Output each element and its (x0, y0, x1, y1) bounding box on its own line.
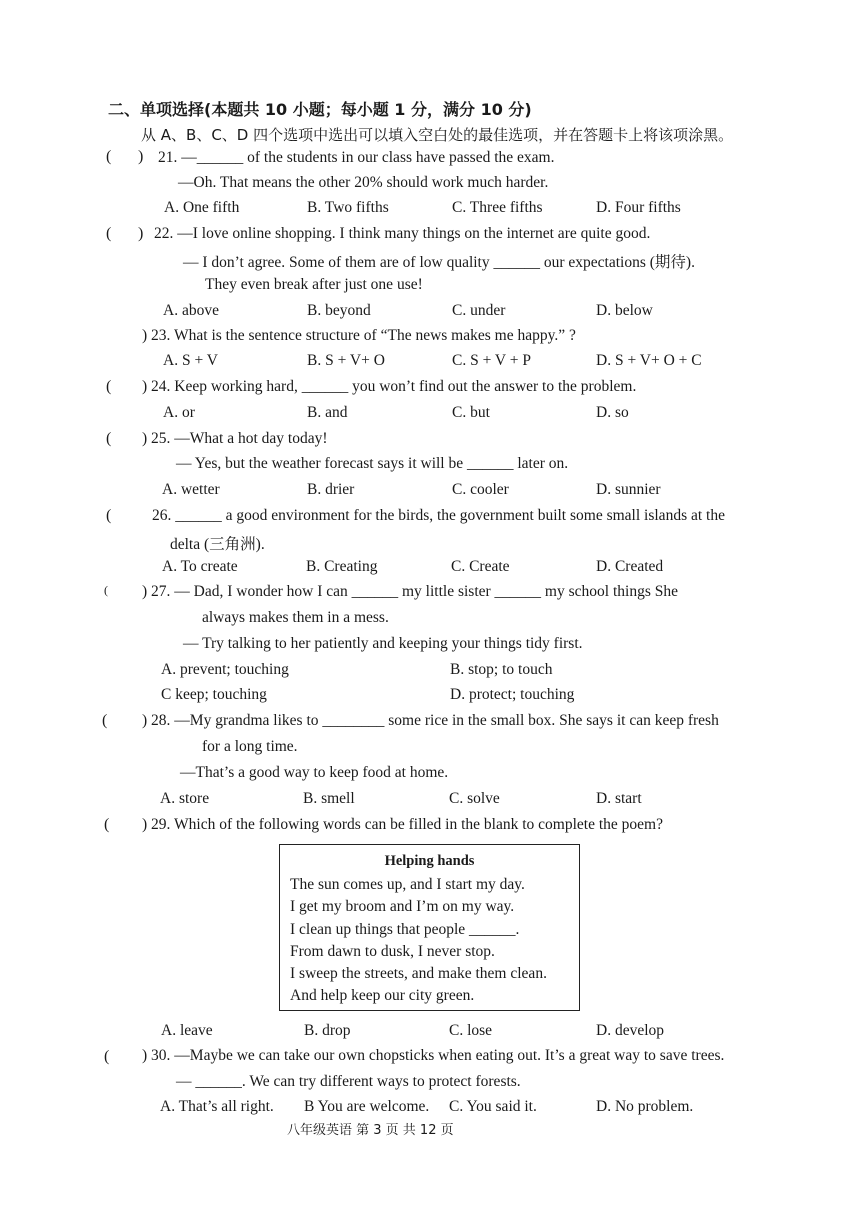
question-28-reply: —That’s a good way to keep food at home. (180, 764, 449, 781)
option-b: B. drop (304, 1022, 351, 1039)
option-d: D. Four fifths (596, 199, 681, 216)
option-a: A. To create (162, 558, 238, 575)
option-d: D. develop (596, 1022, 665, 1039)
option-b: B. Two fifths (307, 199, 389, 216)
answer-paren: ) (138, 225, 144, 242)
answer-paren: ( (104, 816, 110, 833)
question-23-stem: ) 23. What is the sentence structure of “The news makes me happy.” ? (142, 327, 576, 344)
option-c: C. You said it. (449, 1098, 537, 1115)
option-c: C. lose (449, 1022, 493, 1039)
option-d: D. so (596, 404, 629, 421)
question-29-stem: ) 29. Which of the following words can be filled in the blank to complete the poem? (142, 816, 663, 833)
question-22-stem: 22. —I love online shopping. I think many things on the internet are quite good. (154, 225, 651, 242)
question-28-stem: ) 28. —My grandma likes to ________ some rice in the small box. She says it can keep fresh (142, 712, 719, 729)
poem-line: I sweep the streets, and make them clean. (290, 965, 547, 982)
option-c: C. under (452, 302, 506, 319)
question-26-stem: 26. ______ a good environment for the birds, the government built some small islands at the (152, 507, 725, 524)
question-30-reply: — ______. We can try different ways to protect forests. (176, 1073, 521, 1090)
option-d: D. below (596, 302, 653, 319)
option-c: C keep; touching (161, 686, 267, 703)
option-d: D. start (596, 790, 642, 807)
option-a: A. wetter (162, 481, 220, 498)
answer-paren: ( (106, 430, 112, 447)
question-27-reply: — Try talking to her patiently and keeping your things tidy first. (183, 635, 583, 652)
option-b: B. beyond (307, 302, 371, 319)
page-footer: 八年级英语 第 3 页 共 12 页 (287, 1123, 454, 1138)
answer-paren: ( (102, 712, 108, 729)
option-c: C. solve (449, 790, 500, 807)
question-26-stem-cont: delta (三角洲). (170, 536, 265, 553)
option-a: A. S + V (163, 352, 218, 369)
answer-paren: ) (138, 148, 144, 165)
question-21-stem: 21. —______ of the students in our class have passed the exam. (158, 149, 555, 166)
poem-line: The sun comes up, and I start my day. (290, 876, 525, 893)
answer-paren: ( (106, 378, 112, 395)
question-22-reply-cont: They even break after just one use! (205, 276, 423, 293)
option-d: D. No problem. (596, 1098, 694, 1115)
poem-line: I get my broom and I’m on my way. (290, 898, 515, 915)
option-a: A. or (163, 404, 195, 421)
poem-line: From dawn to dusk, I never stop. (290, 943, 495, 960)
answer-paren: ( (106, 225, 112, 242)
option-a: A. above (163, 302, 219, 319)
option-b: B You are welcome. (304, 1098, 430, 1115)
option-a: A. That’s all right. (160, 1098, 274, 1115)
option-d: D. Created (596, 558, 664, 575)
poem-box (279, 844, 580, 1011)
section-title: 二、单项选择(本题共 10 小题；每小题 1 分，满分 10 分) (108, 100, 532, 119)
option-d: D. S + V+ O + C (596, 352, 702, 369)
option-a: A. prevent; touching (161, 661, 289, 678)
question-24-stem: ) 24. Keep working hard, ______ you won’t find out the answer to the problem. (142, 378, 637, 395)
poem-line: I clean up things that people ______. (290, 921, 520, 938)
option-c: C. Create (451, 558, 510, 575)
option-c: C. cooler (452, 481, 509, 498)
option-b: B. stop; to touch (450, 661, 553, 678)
poem-title: Helping hands (384, 853, 475, 869)
answer-paren: ( (106, 148, 112, 165)
answer-paren: ( (104, 1048, 110, 1065)
question-22-reply: — I don’t agree. Some of them are of low quality ______ our expectations (期待). (183, 254, 695, 271)
option-d: D. protect; touching (450, 686, 575, 703)
option-d: D. sunnier (596, 481, 661, 498)
answer-paren: ( (106, 507, 112, 524)
option-c: C. S + V + P (452, 352, 531, 369)
option-a: A. One fifth (164, 199, 240, 216)
option-b: B. Creating (306, 558, 378, 575)
option-b: B. S + V+ O (307, 352, 385, 369)
answer-paren: ( (104, 583, 108, 597)
option-b: B. drier (307, 481, 355, 498)
question-27-stem-cont: always makes them in a mess. (202, 609, 389, 626)
question-21-reply: —Oh. That means the other 20% should work much harder. (178, 174, 549, 191)
option-c: C. but (452, 404, 490, 421)
poem-line: And help keep our city green. (290, 987, 475, 1004)
question-27-stem: ) 27. — Dad, I wonder how I can ______ my little sister ______ my school things She (142, 583, 678, 600)
option-a: A. leave (161, 1022, 213, 1039)
question-28-stem-cont: for a long time. (202, 738, 298, 755)
question-25-reply: — Yes, but the weather forecast says it will be ______ later on. (176, 455, 569, 472)
option-b: B. smell (303, 790, 355, 807)
question-25-stem: ) 25. —What a hot day today! (142, 430, 328, 447)
section-instruction: 从 A、B、C、D 四个选项中选出可以填入空白处的最佳选项，并在答题卡上将该项涂黑。 (141, 126, 734, 144)
option-b: B. and (307, 404, 348, 421)
option-c: C. Three fifths (452, 199, 543, 216)
question-30-stem: ) 30. —Maybe we can take our own chopsticks when eating out. It’s a great way to save trees. (142, 1047, 725, 1064)
option-a: A. store (160, 790, 210, 807)
